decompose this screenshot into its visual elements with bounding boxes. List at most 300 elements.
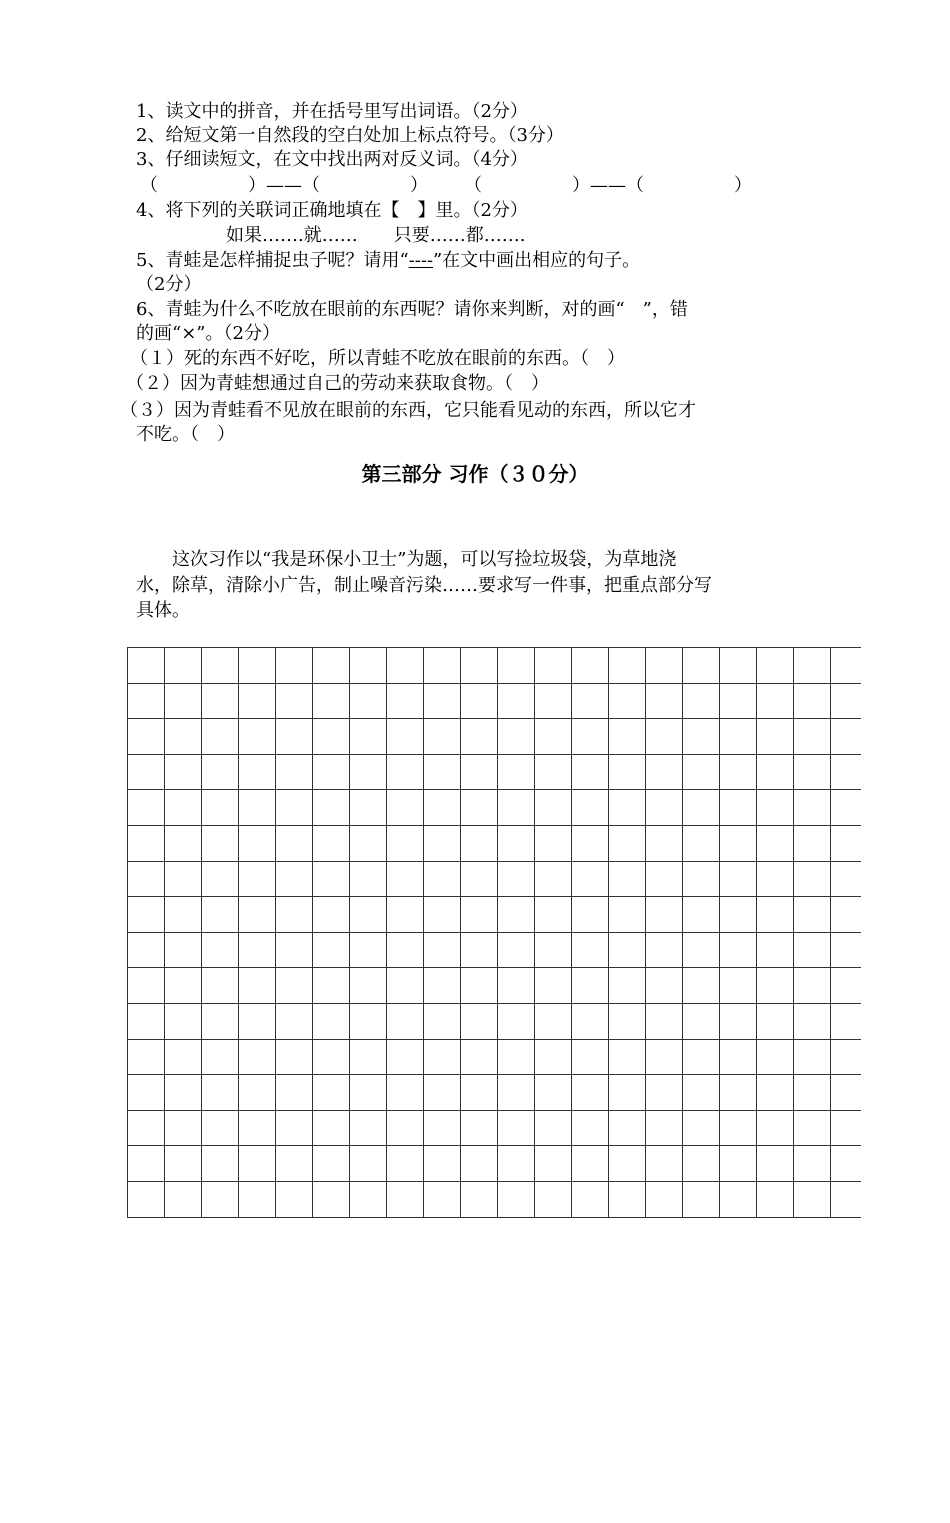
grid-cell[interactable]: [165, 932, 202, 968]
grid-cell[interactable]: [609, 1146, 646, 1182]
grid-cell[interactable]: [757, 754, 794, 790]
grid-cell[interactable]: [424, 648, 461, 684]
grid-cell[interactable]: [424, 861, 461, 897]
grid-cell[interactable]: [165, 683, 202, 719]
grid-cell[interactable]: [683, 648, 720, 684]
grid-cell[interactable]: [757, 1003, 794, 1039]
grid-cell[interactable]: [350, 968, 387, 1004]
grid-cell[interactable]: [387, 861, 424, 897]
grid-cell[interactable]: [387, 1003, 424, 1039]
grid-cell[interactable]: [683, 1181, 720, 1217]
grid-cell[interactable]: [165, 1039, 202, 1075]
grid-cell[interactable]: [239, 932, 276, 968]
grid-cell[interactable]: [683, 719, 720, 755]
grid-cell[interactable]: [757, 932, 794, 968]
grid-cell[interactable]: [794, 932, 831, 968]
writing-grid[interactable]: [127, 647, 861, 1523]
grid-cell[interactable]: [720, 683, 757, 719]
grid-cell[interactable]: [276, 754, 313, 790]
grid-cell[interactable]: [128, 968, 165, 1004]
grid-cell[interactable]: [572, 790, 609, 826]
grid-cell[interactable]: [831, 1003, 862, 1039]
grid-cell[interactable]: [794, 1110, 831, 1146]
grid-cell[interactable]: [572, 754, 609, 790]
grid-cell[interactable]: [794, 1075, 831, 1111]
grid-cell[interactable]: [646, 1110, 683, 1146]
grid-cell[interactable]: [239, 1003, 276, 1039]
grid-cell[interactable]: [609, 1075, 646, 1111]
grid-cell[interactable]: [424, 932, 461, 968]
grid-cell[interactable]: [387, 754, 424, 790]
grid-cell[interactable]: [276, 790, 313, 826]
grid-cell[interactable]: [609, 719, 646, 755]
grid-cell[interactable]: [461, 1003, 498, 1039]
grid-cell[interactable]: [720, 1003, 757, 1039]
grid-cell[interactable]: [683, 1075, 720, 1111]
grid-cell[interactable]: [387, 1110, 424, 1146]
grid-cell[interactable]: [757, 1181, 794, 1217]
grid-cell[interactable]: [128, 719, 165, 755]
grid-cell[interactable]: [387, 825, 424, 861]
grid-cell[interactable]: [831, 754, 862, 790]
grid-cell[interactable]: [276, 968, 313, 1004]
grid-cell[interactable]: [461, 719, 498, 755]
grid-cell[interactable]: [572, 897, 609, 933]
grid-cell[interactable]: [424, 719, 461, 755]
grid-cell[interactable]: [794, 1146, 831, 1182]
grid-cell[interactable]: [461, 897, 498, 933]
grid-cell[interactable]: [646, 1003, 683, 1039]
grid-cell[interactable]: [202, 861, 239, 897]
grid-cell[interactable]: [387, 1181, 424, 1217]
grid-cell[interactable]: [720, 825, 757, 861]
grid-cell[interactable]: [202, 1110, 239, 1146]
grid-cell[interactable]: [313, 1075, 350, 1111]
grid-cell[interactable]: [313, 1039, 350, 1075]
grid-cell[interactable]: [461, 1110, 498, 1146]
grid-cell[interactable]: [535, 1181, 572, 1217]
grid-cell[interactable]: [387, 648, 424, 684]
grid-cell[interactable]: [794, 825, 831, 861]
grid-cell[interactable]: [794, 861, 831, 897]
grid-cell[interactable]: [498, 790, 535, 826]
grid-cell[interactable]: [202, 1146, 239, 1182]
grid-cell[interactable]: [572, 932, 609, 968]
grid-cell[interactable]: [535, 719, 572, 755]
grid-cell[interactable]: [572, 683, 609, 719]
grid-cell[interactable]: [498, 1146, 535, 1182]
grid-cell[interactable]: [646, 1039, 683, 1075]
grid-cell[interactable]: [794, 968, 831, 1004]
grid-cell[interactable]: [128, 1039, 165, 1075]
grid-cell[interactable]: [276, 825, 313, 861]
grid-cell[interactable]: [794, 1003, 831, 1039]
grid-cell[interactable]: [831, 1181, 862, 1217]
grid-cell[interactable]: [572, 648, 609, 684]
grid-cell[interactable]: [313, 897, 350, 933]
grid-cell[interactable]: [831, 648, 862, 684]
grid-cell[interactable]: [313, 648, 350, 684]
grid-cell[interactable]: [572, 1146, 609, 1182]
grid-cell[interactable]: [387, 897, 424, 933]
grid-cell[interactable]: [720, 932, 757, 968]
grid-cell[interactable]: [239, 825, 276, 861]
grid-cell[interactable]: [609, 648, 646, 684]
grid-cell[interactable]: [461, 1181, 498, 1217]
grid-cell[interactable]: [239, 1181, 276, 1217]
writing-grid-table[interactable]: [127, 647, 861, 1218]
grid-cell[interactable]: [387, 1075, 424, 1111]
grid-cell[interactable]: [239, 648, 276, 684]
grid-cell[interactable]: [165, 968, 202, 1004]
grid-cell[interactable]: [202, 790, 239, 826]
grid-cell[interactable]: [794, 897, 831, 933]
grid-cell[interactable]: [794, 1181, 831, 1217]
grid-cell[interactable]: [794, 790, 831, 826]
grid-cell[interactable]: [646, 1146, 683, 1182]
grid-cell[interactable]: [276, 1075, 313, 1111]
grid-cell[interactable]: [646, 719, 683, 755]
grid-cell[interactable]: [202, 683, 239, 719]
grid-cell[interactable]: [239, 861, 276, 897]
grid-cell[interactable]: [831, 1146, 862, 1182]
grid-cell[interactable]: [498, 825, 535, 861]
grid-cell[interactable]: [720, 790, 757, 826]
grid-cell[interactable]: [165, 648, 202, 684]
grid-cell[interactable]: [424, 1110, 461, 1146]
grid-cell[interactable]: [683, 861, 720, 897]
grid-cell[interactable]: [646, 648, 683, 684]
grid-cell[interactable]: [646, 861, 683, 897]
grid-cell[interactable]: [609, 790, 646, 826]
grid-cell[interactable]: [461, 1146, 498, 1182]
grid-cell[interactable]: [683, 790, 720, 826]
grid-cell[interactable]: [350, 825, 387, 861]
grid-cell[interactable]: [165, 1181, 202, 1217]
grid-cell[interactable]: [350, 1110, 387, 1146]
grid-cell[interactable]: [535, 932, 572, 968]
grid-cell[interactable]: [572, 1075, 609, 1111]
grid-cell[interactable]: [757, 648, 794, 684]
grid-cell[interactable]: [350, 861, 387, 897]
grid-cell[interactable]: [646, 1181, 683, 1217]
grid-cell[interactable]: [424, 968, 461, 1004]
grid-cell[interactable]: [683, 1146, 720, 1182]
grid-cell[interactable]: [683, 1039, 720, 1075]
grid-cell[interactable]: [757, 719, 794, 755]
grid-cell[interactable]: [128, 790, 165, 826]
grid-cell[interactable]: [276, 683, 313, 719]
grid-cell[interactable]: [646, 790, 683, 826]
grid-cell[interactable]: [683, 897, 720, 933]
grid-cell[interactable]: [461, 683, 498, 719]
grid-cell[interactable]: [461, 932, 498, 968]
grid-cell[interactable]: [683, 754, 720, 790]
grid-cell[interactable]: [498, 648, 535, 684]
grid-cell[interactable]: [720, 719, 757, 755]
grid-cell[interactable]: [535, 754, 572, 790]
grid-cell[interactable]: [239, 897, 276, 933]
grid-cell[interactable]: [461, 1075, 498, 1111]
grid-cell[interactable]: [350, 897, 387, 933]
grid-cell[interactable]: [387, 932, 424, 968]
grid-cell[interactable]: [646, 825, 683, 861]
grid-cell[interactable]: [720, 1075, 757, 1111]
grid-cell[interactable]: [646, 683, 683, 719]
grid-cell[interactable]: [461, 790, 498, 826]
grid-cell[interactable]: [831, 683, 862, 719]
grid-cell[interactable]: [831, 790, 862, 826]
grid-cell[interactable]: [128, 932, 165, 968]
grid-cell[interactable]: [461, 825, 498, 861]
grid-cell[interactable]: [202, 897, 239, 933]
grid-cell[interactable]: [276, 1110, 313, 1146]
grid-cell[interactable]: [794, 754, 831, 790]
grid-cell[interactable]: [831, 861, 862, 897]
grid-cell[interactable]: [165, 825, 202, 861]
grid-cell[interactable]: [313, 1146, 350, 1182]
grid-cell[interactable]: [535, 1003, 572, 1039]
grid-cell[interactable]: [498, 1181, 535, 1217]
grid-cell[interactable]: [350, 719, 387, 755]
grid-cell[interactable]: [535, 648, 572, 684]
grid-cell[interactable]: [646, 1075, 683, 1111]
grid-cell[interactable]: [128, 754, 165, 790]
grid-cell[interactable]: [276, 719, 313, 755]
grid-cell[interactable]: [794, 683, 831, 719]
grid-cell[interactable]: [424, 1146, 461, 1182]
grid-cell[interactable]: [128, 1003, 165, 1039]
grid-cell[interactable]: [757, 825, 794, 861]
grid-cell[interactable]: [535, 825, 572, 861]
grid-cell[interactable]: [202, 1039, 239, 1075]
grid-cell[interactable]: [720, 1039, 757, 1075]
grid-cell[interactable]: [350, 790, 387, 826]
grid-cell[interactable]: [387, 719, 424, 755]
grid-cell[interactable]: [165, 1075, 202, 1111]
grid-cell[interactable]: [165, 897, 202, 933]
grid-cell[interactable]: [535, 861, 572, 897]
grid-cell[interactable]: [202, 1003, 239, 1039]
grid-cell[interactable]: [757, 861, 794, 897]
grid-cell[interactable]: [572, 968, 609, 1004]
grid-cell[interactable]: [683, 683, 720, 719]
grid-cell[interactable]: [498, 968, 535, 1004]
grid-cell[interactable]: [683, 1003, 720, 1039]
grid-cell[interactable]: [831, 719, 862, 755]
grid-cell[interactable]: [239, 1039, 276, 1075]
grid-cell[interactable]: [720, 968, 757, 1004]
grid-cell[interactable]: [757, 968, 794, 1004]
grid-cell[interactable]: [831, 1039, 862, 1075]
grid-cell[interactable]: [350, 1181, 387, 1217]
grid-cell[interactable]: [609, 932, 646, 968]
grid-cell[interactable]: [535, 1039, 572, 1075]
grid-cell[interactable]: [313, 861, 350, 897]
grid-cell[interactable]: [239, 719, 276, 755]
grid-cell[interactable]: [757, 683, 794, 719]
grid-cell[interactable]: [387, 1146, 424, 1182]
grid-cell[interactable]: [350, 1146, 387, 1182]
grid-cell[interactable]: [572, 1110, 609, 1146]
grid-cell[interactable]: [128, 1110, 165, 1146]
grid-cell[interactable]: [609, 1039, 646, 1075]
grid-cell[interactable]: [609, 683, 646, 719]
grid-cell[interactable]: [202, 1181, 239, 1217]
grid-cell[interactable]: [461, 861, 498, 897]
grid-cell[interactable]: [128, 683, 165, 719]
grid-cell[interactable]: [350, 1003, 387, 1039]
grid-cell[interactable]: [202, 1075, 239, 1111]
grid-cell[interactable]: [350, 1039, 387, 1075]
grid-cell[interactable]: [498, 1039, 535, 1075]
grid-cell[interactable]: [646, 932, 683, 968]
grid-cell[interactable]: [572, 825, 609, 861]
grid-cell[interactable]: [609, 861, 646, 897]
grid-cell[interactable]: [535, 790, 572, 826]
grid-cell[interactable]: [609, 1110, 646, 1146]
grid-cell[interactable]: [313, 790, 350, 826]
grid-cell[interactable]: [387, 1039, 424, 1075]
grid-cell[interactable]: [276, 1039, 313, 1075]
grid-cell[interactable]: [535, 968, 572, 1004]
grid-cell[interactable]: [165, 1110, 202, 1146]
grid-cell[interactable]: [276, 1003, 313, 1039]
grid-cell[interactable]: [350, 754, 387, 790]
grid-cell[interactable]: [498, 1110, 535, 1146]
grid-cell[interactable]: [757, 897, 794, 933]
grid-cell[interactable]: [831, 1110, 862, 1146]
grid-cell[interactable]: [239, 683, 276, 719]
grid-cell[interactable]: [276, 932, 313, 968]
grid-cell[interactable]: [572, 1003, 609, 1039]
grid-cell[interactable]: [165, 1003, 202, 1039]
grid-cell[interactable]: [498, 754, 535, 790]
grid-cell[interactable]: [424, 1003, 461, 1039]
grid-cell[interactable]: [350, 648, 387, 684]
grid-cell[interactable]: [424, 1181, 461, 1217]
grid-cell[interactable]: [757, 1110, 794, 1146]
grid-cell[interactable]: [794, 648, 831, 684]
grid-cell[interactable]: [202, 754, 239, 790]
grid-cell[interactable]: [276, 1181, 313, 1217]
grid-cell[interactable]: [313, 683, 350, 719]
grid-cell[interactable]: [424, 825, 461, 861]
grid-cell[interactable]: [720, 1146, 757, 1182]
grid-cell[interactable]: [720, 861, 757, 897]
grid-cell[interactable]: [165, 790, 202, 826]
grid-cell[interactable]: [535, 897, 572, 933]
grid-cell[interactable]: [535, 1110, 572, 1146]
grid-cell[interactable]: [387, 790, 424, 826]
grid-cell[interactable]: [424, 1039, 461, 1075]
grid-cell[interactable]: [313, 1110, 350, 1146]
grid-cell[interactable]: [128, 897, 165, 933]
grid-cell[interactable]: [757, 1146, 794, 1182]
grid-cell[interactable]: [276, 648, 313, 684]
grid-cell[interactable]: [313, 1181, 350, 1217]
grid-cell[interactable]: [202, 968, 239, 1004]
grid-cell[interactable]: [202, 719, 239, 755]
grid-cell[interactable]: [424, 754, 461, 790]
grid-cell[interactable]: [276, 897, 313, 933]
grid-cell[interactable]: [683, 825, 720, 861]
grid-cell[interactable]: [831, 897, 862, 933]
grid-cell[interactable]: [424, 897, 461, 933]
grid-cell[interactable]: [646, 968, 683, 1004]
grid-cell[interactable]: [202, 825, 239, 861]
grid-cell[interactable]: [535, 1146, 572, 1182]
grid-cell[interactable]: [350, 932, 387, 968]
grid-cell[interactable]: [609, 1181, 646, 1217]
grid-cell[interactable]: [609, 897, 646, 933]
grid-cell[interactable]: [165, 1146, 202, 1182]
grid-cell[interactable]: [498, 1003, 535, 1039]
grid-cell[interactable]: [683, 1110, 720, 1146]
grid-cell[interactable]: [202, 932, 239, 968]
grid-cell[interactable]: [720, 754, 757, 790]
grid-cell[interactable]: [831, 932, 862, 968]
grid-cell[interactable]: [646, 754, 683, 790]
grid-cell[interactable]: [239, 1075, 276, 1111]
grid-cell[interactable]: [609, 968, 646, 1004]
grid-cell[interactable]: [831, 825, 862, 861]
grid-cell[interactable]: [498, 861, 535, 897]
grid-cell[interactable]: [461, 754, 498, 790]
grid-cell[interactable]: [313, 1003, 350, 1039]
grid-cell[interactable]: [239, 968, 276, 1004]
grid-cell[interactable]: [498, 932, 535, 968]
grid-cell[interactable]: [720, 648, 757, 684]
grid-cell[interactable]: [165, 861, 202, 897]
grid-cell[interactable]: [165, 719, 202, 755]
grid-cell[interactable]: [794, 1039, 831, 1075]
grid-cell[interactable]: [498, 719, 535, 755]
grid-cell[interactable]: [128, 825, 165, 861]
grid-cell[interactable]: [350, 1075, 387, 1111]
grid-cell[interactable]: [757, 790, 794, 826]
grid-cell[interactable]: [831, 968, 862, 1004]
grid-cell[interactable]: [128, 1075, 165, 1111]
grid-cell[interactable]: [683, 968, 720, 1004]
grid-cell[interactable]: [128, 1181, 165, 1217]
grid-cell[interactable]: [831, 1075, 862, 1111]
grid-cell[interactable]: [572, 1039, 609, 1075]
grid-cell[interactable]: [276, 861, 313, 897]
grid-cell[interactable]: [424, 790, 461, 826]
grid-cell[interactable]: [424, 683, 461, 719]
grid-cell[interactable]: [424, 1075, 461, 1111]
grid-cell[interactable]: [461, 968, 498, 1004]
grid-cell[interactable]: [128, 648, 165, 684]
grid-cell[interactable]: [572, 1181, 609, 1217]
grid-cell[interactable]: [498, 897, 535, 933]
grid-cell[interactable]: [757, 1075, 794, 1111]
grid-cell[interactable]: [313, 754, 350, 790]
grid-cell[interactable]: [128, 1146, 165, 1182]
grid-cell[interactable]: [683, 932, 720, 968]
grid-cell[interactable]: [239, 1110, 276, 1146]
grid-cell[interactable]: [313, 825, 350, 861]
grid-cell[interactable]: [128, 861, 165, 897]
grid-cell[interactable]: [609, 754, 646, 790]
grid-cell[interactable]: [720, 897, 757, 933]
grid-cell[interactable]: [609, 825, 646, 861]
grid-cell[interactable]: [276, 1146, 313, 1182]
grid-cell[interactable]: [313, 719, 350, 755]
grid-cell[interactable]: [239, 754, 276, 790]
grid-cell[interactable]: [609, 1003, 646, 1039]
